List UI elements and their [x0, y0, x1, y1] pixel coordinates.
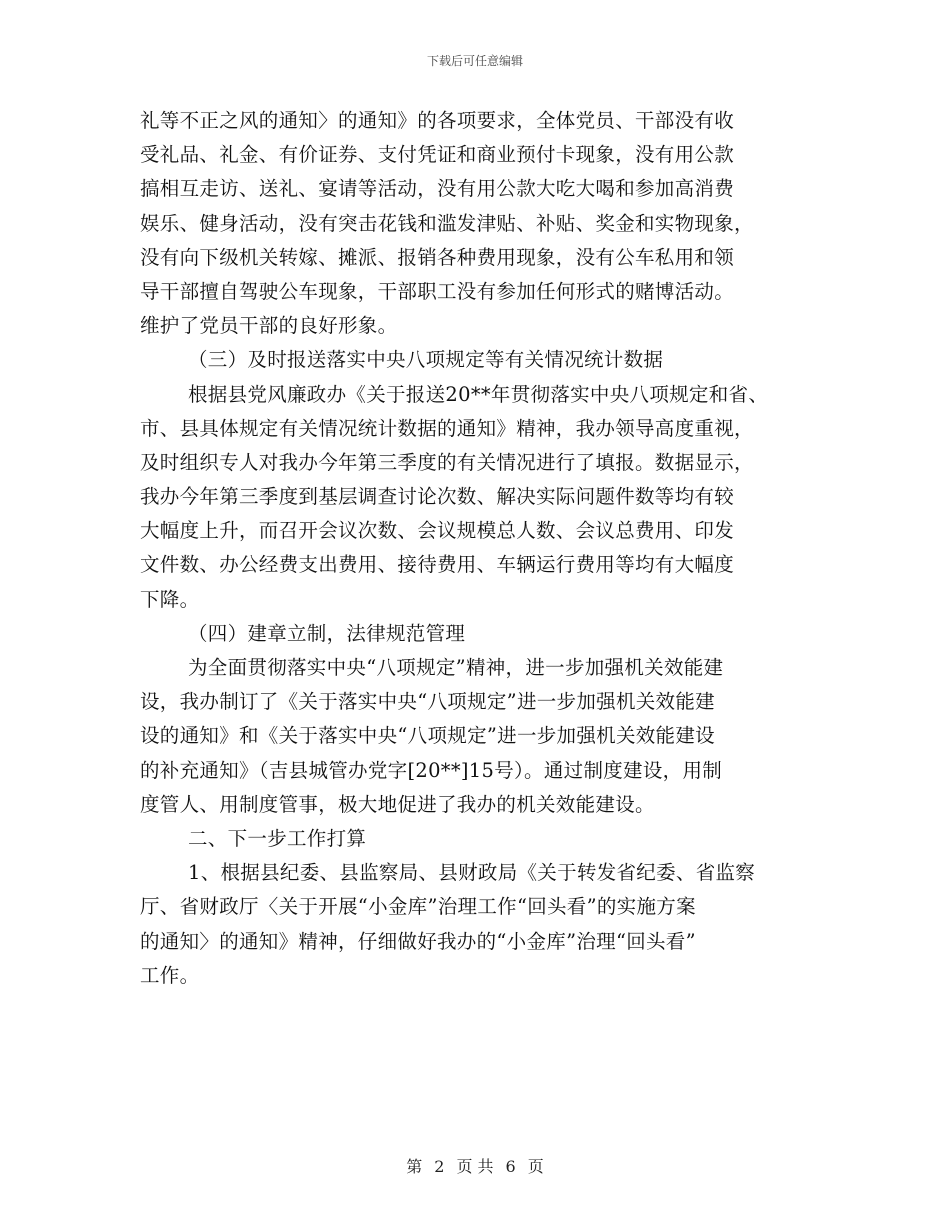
body-text-line: 的通知〉的通知》精神，仔细做好我办的“小金库”治理“回头看”	[140, 929, 696, 953]
footer-middle: 页 共	[456, 1157, 494, 1176]
body-text-line: 导干部擅自驾驶公车现象，干部职工没有参加任何形式的赌博活动。	[140, 279, 735, 303]
body-text-line: 下降。	[140, 587, 200, 611]
body-text-line: 1、根据县纪委、县监察局、县财政局《关于转发省纪委、省监察	[188, 861, 756, 885]
body-text-line: 娱乐、健身活动，没有突击花钱和滥发津贴、补贴、奖金和实物现象，	[140, 211, 754, 235]
body-text-line: 及时组织专人对我办今年第三季度的有关情况进行了填报。数据显示，	[140, 450, 754, 474]
body-text-line: 没有向下级机关转嫁、摊派、报销各种费用现象，没有公车私用和领	[140, 245, 735, 269]
body-text-line: 为全面贯彻落实中央“八项规定”精神，进一步加强机关效能建	[188, 656, 724, 679]
footer-page-number: 2	[434, 1157, 445, 1176]
body-text-line: 搞相互走访、送礼、宴请等活动，没有用公款大吃大喝和参加高消费	[140, 177, 735, 201]
footer-suffix: 页	[527, 1157, 544, 1176]
body-text-line: 受礼品、礼金、有价证券、支付凭证和商业预付卡现象，没有用公款	[140, 143, 735, 167]
body-text-line: 礼等不正之风的通知〉的通知》的各项要求，全体党员、干部没有收	[140, 109, 735, 132]
body-text-line: 厅、省财政厅〈关于开展“小金库”治理工作“回头看”的实施方案	[140, 895, 696, 919]
body-text-line: （四）建章立制，法律规范管理	[188, 621, 466, 645]
body-text-line: 工作。	[140, 963, 200, 987]
body-text-line: （三）及时报送落实中央八项规定等有关情况统计数据	[188, 348, 664, 372]
body-text-line: 二、下一步工作打算	[188, 826, 367, 850]
body-text-line: 我办今年第三季度到基层调查讨论次数、解决实际问题件数等均有较	[140, 485, 735, 509]
body-text-line: 设的通知》和《关于落实中央“八项规定”进一步加强机关效能建设	[140, 724, 715, 748]
body-text-line: 的补充通知》（吉县城管办党字[20**]15号）。通过制度建设，用制	[140, 758, 723, 782]
body-text-line: 市、县具体规定有关情况统计数据的通知》精神，我办领导高度重视，	[140, 416, 754, 440]
page-footer	[0, 1154, 950, 1177]
footer-total-pages: 6	[505, 1157, 516, 1176]
document-body	[140, 104, 820, 993]
body-text-line: 大幅度上升，而召开会议次数、会议规模总人数、会议总费用、印发	[140, 519, 735, 543]
body-text-line: 文件数、办公经费支出费用、接待费用、车辆运行费用等均有大幅度	[140, 553, 735, 577]
body-text-line: 根据县党风廉政办《关于报送20**年贯彻落实中央八项规定和省、	[188, 382, 769, 406]
body-text-line: 度管人、用制度管事，极大地促进了我办的机关效能建设。	[140, 792, 655, 816]
footer-prefix: 第	[406, 1157, 423, 1176]
body-text-line: 维护了党员干部的良好形象。	[140, 314, 398, 338]
body-text-line: 设，我办制订了《关于落实中央“八项规定”进一步加强机关效能建	[140, 690, 715, 714]
page-header: 下载后可任意编辑	[426, 54, 523, 68]
